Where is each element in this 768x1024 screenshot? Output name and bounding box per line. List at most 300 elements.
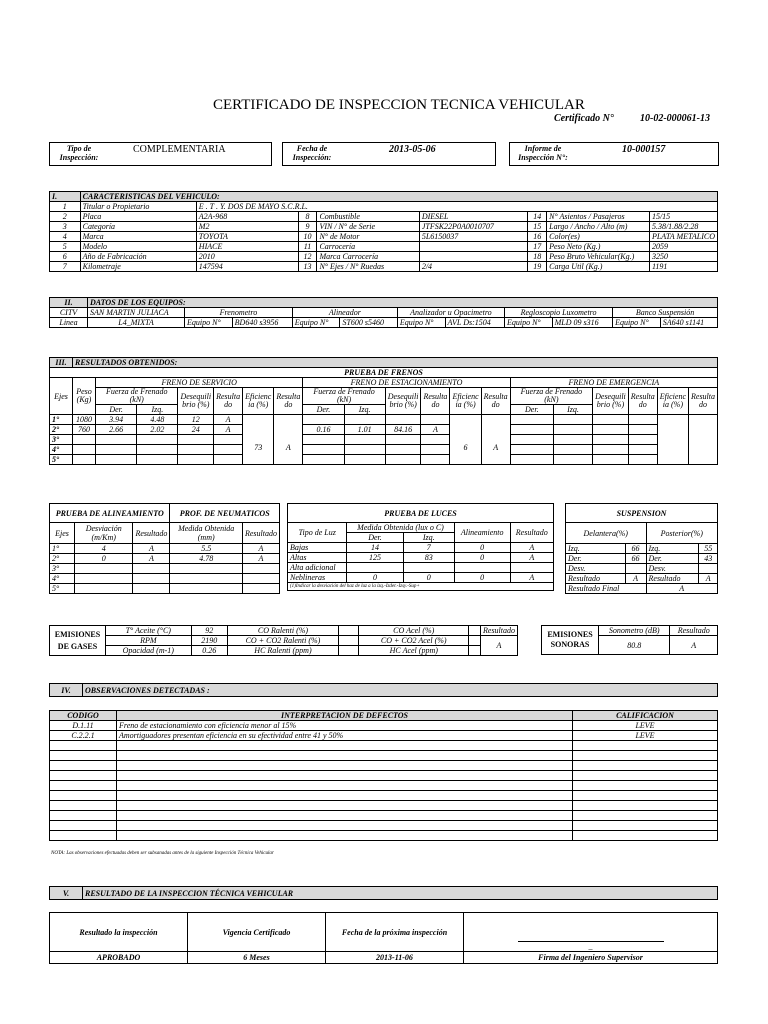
empty-cell bbox=[628, 415, 657, 425]
emissions-row bbox=[50, 636, 518, 646]
row-number: 4 bbox=[50, 232, 81, 242]
emission-value: 92 bbox=[191, 626, 227, 636]
empty-cell bbox=[553, 435, 592, 445]
desequilibrio-value bbox=[178, 435, 214, 445]
empty-cell bbox=[628, 435, 657, 445]
fuerza-header: Fuerza de Frenado (kN) bbox=[96, 388, 178, 405]
resultado-value bbox=[133, 564, 170, 574]
alignment-row bbox=[50, 564, 280, 574]
der-value: 125 bbox=[347, 553, 403, 563]
equipment-value: AVL Ds:1504 bbox=[445, 318, 504, 328]
izq-value bbox=[344, 455, 385, 465]
suspension-value: A bbox=[625, 574, 646, 584]
field-label: Largo / Ancho / Alto (m) bbox=[547, 222, 650, 232]
ejes-header: Ejes bbox=[50, 378, 73, 415]
defect-description bbox=[117, 771, 573, 781]
servicio-eficiencia: 73 bbox=[243, 415, 274, 465]
der-value bbox=[96, 445, 137, 455]
resultado-value: A bbox=[421, 425, 450, 435]
peso-value bbox=[73, 445, 96, 455]
fecha-inspeccion-label: Fecha de Inspección: bbox=[292, 144, 332, 162]
defect-row bbox=[50, 721, 718, 731]
suspension-label: Izq. bbox=[646, 544, 699, 554]
defect-rating bbox=[573, 781, 718, 791]
eje-label: 4° bbox=[50, 445, 73, 455]
field-label: VIN / N° de Serie bbox=[317, 222, 419, 232]
suspension-row bbox=[566, 544, 718, 554]
empty-cell bbox=[553, 425, 592, 435]
equipment-name: Frenometro bbox=[185, 308, 293, 318]
eje-label: 4° bbox=[50, 574, 75, 584]
estacionamiento-resultado: A bbox=[481, 415, 510, 465]
emisiones-resultado: A bbox=[481, 636, 518, 656]
medida-value bbox=[170, 584, 243, 594]
resultado-label: Resultado la inspección bbox=[50, 913, 188, 952]
vehicle-row bbox=[50, 212, 718, 222]
equipo-label: Equipo N° bbox=[292, 318, 340, 328]
field-label: Modelo bbox=[80, 242, 196, 252]
resultado-header: Resultado bbox=[481, 626, 518, 636]
izq-value bbox=[137, 435, 178, 445]
informe-inspeccion-box bbox=[509, 142, 719, 166]
empty-cell bbox=[628, 425, 657, 435]
empty-cell bbox=[593, 455, 629, 465]
field-value: 147594 bbox=[196, 262, 298, 272]
suspension-table bbox=[565, 503, 718, 594]
medida-header: Medida Obtenida (lux o C) bbox=[347, 523, 454, 533]
alignment-row bbox=[50, 584, 280, 594]
field-label: Carga Util (Kg.) bbox=[547, 262, 650, 272]
firma-mark: _ bbox=[588, 942, 593, 951]
field-label: Categoría bbox=[80, 222, 196, 232]
fuerza-header: Fuerza de Frenado (kN) bbox=[303, 388, 385, 405]
resultado-header: Resultado bbox=[510, 523, 553, 543]
row-number: 19 bbox=[528, 262, 547, 272]
resultado-header: Resulta do bbox=[421, 388, 450, 415]
fecha-inspeccion-value: 2013-05-06 bbox=[389, 144, 436, 155]
observations-note: NOTA: Las observaciones efectuadas deben ser subsanadas antes de la siguiente Inspección Técnica Vehicular bbox=[51, 851, 274, 856]
medida-value: 5.5 bbox=[170, 544, 243, 554]
medida-value bbox=[170, 564, 243, 574]
empty-cell bbox=[657, 415, 688, 465]
empty-cell bbox=[510, 445, 553, 455]
field-value: DIESEL bbox=[419, 212, 527, 222]
resultado-header: Resulta do bbox=[689, 388, 718, 415]
desviacion-value bbox=[75, 584, 133, 594]
field-value bbox=[419, 242, 527, 252]
peso-value: 1080 bbox=[73, 415, 96, 425]
sonoras-label: EMISIONES SONORAS bbox=[542, 626, 599, 655]
empty-cell bbox=[510, 415, 553, 425]
resultado-value: A bbox=[510, 553, 553, 563]
field-label: Marca bbox=[80, 232, 196, 242]
resultado-value bbox=[421, 435, 450, 445]
field-label: Combustible bbox=[317, 212, 419, 222]
desequilibrio-value bbox=[178, 445, 214, 455]
freno-emergencia-header: FRENO DE EMERGENCIA bbox=[510, 378, 717, 388]
resultado-value bbox=[242, 564, 279, 574]
vehicle-row bbox=[50, 262, 718, 272]
empty-cell bbox=[510, 425, 553, 435]
prueba-frenos-title: PRUEBA DE FRENOS bbox=[50, 368, 718, 378]
informe-inspeccion-label: Informe de Inspección N°: bbox=[518, 144, 568, 162]
tipo-luz-header: Tipo de Luz bbox=[288, 523, 347, 543]
defect-description bbox=[117, 801, 573, 811]
row-number: 15 bbox=[528, 222, 547, 232]
resultado-value bbox=[133, 584, 170, 594]
suspension-label: Izq. bbox=[566, 544, 626, 554]
tipo-inspeccion-value: COMPLEMENTARIA bbox=[133, 144, 226, 155]
suspension-row bbox=[566, 564, 718, 574]
equipment-table bbox=[49, 297, 718, 328]
resultado-value bbox=[214, 445, 243, 455]
emission-label: CO Acel (%) bbox=[359, 626, 469, 636]
alignment-row bbox=[50, 554, 280, 564]
luces-title: PRUEBA DE LUCES bbox=[288, 504, 554, 523]
eje-label: 5° bbox=[50, 584, 75, 594]
field-value bbox=[419, 252, 527, 262]
emission-label: Opacidad (m-1) bbox=[105, 646, 191, 656]
resultado-value: A bbox=[214, 415, 243, 425]
suspension-value bbox=[625, 564, 646, 574]
emission-label: RPM bbox=[105, 636, 191, 646]
field-label: Peso Bruto Vehicular(Kg.) bbox=[547, 252, 650, 262]
empty-cell bbox=[510, 435, 553, 445]
field-value: 1191 bbox=[649, 262, 717, 272]
izq-header: Izq. bbox=[553, 405, 592, 415]
suspension-value: 66 bbox=[625, 544, 646, 554]
empty-cell bbox=[628, 445, 657, 455]
firma-line-cell bbox=[464, 913, 718, 952]
section-title: RESULTADOS OBTENIDOS: bbox=[73, 358, 718, 368]
row-number: 6 bbox=[50, 252, 81, 262]
resultado-header: Resulta do bbox=[481, 388, 510, 415]
tipo-luz: Altas bbox=[288, 553, 347, 563]
der-value bbox=[303, 445, 344, 455]
section-title: CARACTERISTICAS DEL VEHICULO: bbox=[80, 192, 717, 202]
alineamiento-header: Alineamiento bbox=[454, 523, 510, 543]
desviacion-value bbox=[75, 564, 133, 574]
defect-row bbox=[50, 821, 718, 831]
desequilibrio-header: Desequili brio (%) bbox=[593, 388, 629, 415]
row-number: 11 bbox=[298, 242, 317, 252]
desviacion-header: Desviación (m/Km) bbox=[75, 523, 133, 544]
empty-cell bbox=[593, 415, 629, 425]
emisiones-gases-label: EMISIONES DE GASES bbox=[50, 626, 106, 656]
codigo-header: CODIGO bbox=[50, 711, 117, 721]
luces-note: (1)Indicar la desviación del haz de luz a la izq.-Izder.-Izsy.-Sup+ bbox=[288, 583, 554, 591]
interpretacion-header: INTERPRETACION DE DEFECTOS bbox=[117, 711, 573, 721]
resultado-value bbox=[214, 455, 243, 465]
der-value bbox=[303, 415, 344, 425]
der-header: Der. bbox=[347, 533, 403, 543]
equipment-name: Alineador bbox=[292, 308, 397, 318]
field-label: Titular o Propietario bbox=[80, 202, 196, 212]
resultado-value: A bbox=[133, 554, 170, 564]
defect-row bbox=[50, 791, 718, 801]
servicio-resultado: A bbox=[274, 415, 303, 465]
ejes-header: Ejes bbox=[50, 523, 75, 544]
alignment-row bbox=[50, 574, 280, 584]
field-label: Color(es) bbox=[547, 232, 650, 242]
suspension-value bbox=[699, 564, 718, 574]
equipment-name: Banco Suspensión bbox=[613, 308, 718, 318]
defect-description bbox=[117, 741, 573, 751]
brake-row bbox=[50, 415, 718, 425]
resultado-value bbox=[421, 415, 450, 425]
izq-value: 4.48 bbox=[137, 415, 178, 425]
emissions-row bbox=[50, 626, 518, 636]
row-number: 3 bbox=[50, 222, 81, 232]
field-label: Marca Carrocería bbox=[317, 252, 419, 262]
peso-header: Peso (Kg) bbox=[73, 378, 96, 415]
row-number: 18 bbox=[528, 252, 547, 262]
lights-row bbox=[288, 563, 554, 573]
tipo-luz: Alta adicional bbox=[288, 563, 347, 573]
suspension-label: Desv. bbox=[566, 564, 626, 574]
defect-rating bbox=[573, 751, 718, 761]
resultado-value bbox=[133, 574, 170, 584]
equipo-label: Equipo N° bbox=[185, 318, 233, 328]
peso-value: 760 bbox=[73, 425, 96, 435]
defect-code bbox=[50, 761, 117, 771]
resultado-header: Resulta do bbox=[274, 388, 303, 415]
sonometro-header: Sonometro (dB) bbox=[599, 626, 670, 636]
izq-header: Izq. bbox=[403, 533, 454, 543]
resultado-value bbox=[242, 574, 279, 584]
izq-value: 1.01 bbox=[344, 425, 385, 435]
empty-cell bbox=[553, 415, 592, 425]
alineamiento-value: 0 bbox=[454, 543, 510, 553]
izq-value bbox=[344, 435, 385, 445]
suspension-row bbox=[566, 554, 718, 564]
field-label: Año de Fabricación bbox=[80, 252, 196, 262]
resultado-value: A bbox=[242, 544, 279, 554]
der-value: 3.94 bbox=[96, 415, 137, 425]
suspension-label: Der. bbox=[646, 554, 699, 564]
field-value: A2A-968 bbox=[196, 212, 298, 222]
defect-code bbox=[50, 831, 117, 841]
emission-label: T° Aceite (°C) bbox=[105, 626, 191, 636]
defect-code bbox=[50, 821, 117, 831]
emission-value bbox=[339, 636, 359, 646]
defects-table bbox=[49, 710, 718, 841]
empty-cell bbox=[593, 425, 629, 435]
defect-rating bbox=[573, 791, 718, 801]
row-number: 8 bbox=[298, 212, 317, 222]
suspension-value: A bbox=[699, 574, 718, 584]
row-number: 17 bbox=[528, 242, 547, 252]
emission-value bbox=[469, 636, 481, 646]
suspension-label: Resultado bbox=[566, 574, 626, 584]
defect-row bbox=[50, 761, 718, 771]
row-number: 12 bbox=[298, 252, 317, 262]
eficiencia-header: Eficienc ia (%) bbox=[243, 388, 274, 415]
field-value: M2 bbox=[196, 222, 298, 232]
alineamiento-value: 0 bbox=[454, 573, 510, 583]
row-number: 14 bbox=[528, 212, 547, 222]
brake-row bbox=[50, 455, 718, 465]
posterior-header: Posterior(%) bbox=[646, 523, 718, 544]
resultado-value bbox=[214, 435, 243, 445]
empty-cell bbox=[689, 415, 718, 465]
desequilibrio-value bbox=[385, 415, 421, 425]
emission-label: HC Acel (ppm) bbox=[359, 646, 469, 656]
suspension-value: 66 bbox=[625, 554, 646, 564]
defect-description: Freno de estacionamiento con eficiencia menor al 15% bbox=[117, 721, 573, 731]
izq-value bbox=[344, 415, 385, 425]
resultado-value: A bbox=[510, 573, 553, 583]
der-value bbox=[96, 455, 137, 465]
suspension-title: SUSPENSION bbox=[566, 504, 718, 523]
brake-row bbox=[50, 445, 718, 455]
resultado-value bbox=[510, 563, 553, 573]
desequilibrio-header: Desequili brio (%) bbox=[385, 388, 421, 415]
defect-rating bbox=[573, 761, 718, 771]
estacionamiento-eficiencia: 6 bbox=[450, 415, 481, 465]
field-value: PLATA METALICO bbox=[649, 232, 717, 242]
defect-code bbox=[50, 801, 117, 811]
equipment-value: MLD 09 s316 bbox=[552, 318, 612, 328]
field-value: 3250 bbox=[649, 252, 717, 262]
defect-code bbox=[50, 741, 117, 751]
defect-row bbox=[50, 741, 718, 751]
resultado-value: A bbox=[214, 425, 243, 435]
emission-value bbox=[469, 646, 481, 656]
vehicle-row bbox=[50, 222, 718, 232]
field-label: N° Asientos / Pasajeros bbox=[547, 212, 650, 222]
equipo-label: Equipo N° bbox=[397, 318, 445, 328]
izq-value: 83 bbox=[403, 553, 454, 563]
row-number: 5 bbox=[50, 242, 81, 252]
equipment-value: ST600 s5460 bbox=[340, 318, 397, 328]
defect-row bbox=[50, 811, 718, 821]
page-title: CERTIFICADO DE INSPECCION TECNICA VEHICULAR bbox=[213, 97, 585, 113]
defect-rating bbox=[573, 741, 718, 751]
brake-row bbox=[50, 435, 718, 445]
eje-label: 2° bbox=[50, 554, 75, 564]
field-value: 15/15 bbox=[649, 212, 717, 222]
defect-rating bbox=[573, 801, 718, 811]
resultado-value: A bbox=[510, 543, 553, 553]
suspension-label: Der. bbox=[566, 554, 626, 564]
fecha-inspeccion-box bbox=[282, 142, 496, 166]
defect-description bbox=[117, 811, 573, 821]
emission-label: CO Ralenti (%) bbox=[227, 626, 338, 636]
eficiencia-header: Eficienc ia (%) bbox=[450, 388, 481, 415]
freno-estacionamiento-header: FRENO DE ESTACIONAMIENTO bbox=[303, 378, 510, 388]
defect-code bbox=[50, 751, 117, 761]
tipo-luz: Bajas bbox=[288, 543, 347, 553]
eje-label: 2° bbox=[50, 425, 73, 435]
linea-value: L4_MIXTA bbox=[88, 318, 185, 328]
emission-label: HC Ralenti (ppm) bbox=[227, 646, 338, 656]
alineamiento-value: 0 bbox=[454, 553, 510, 563]
medida-header: Medida Obtenida (mm) bbox=[170, 523, 243, 544]
empty-cell bbox=[553, 445, 592, 455]
row-number: 13 bbox=[298, 262, 317, 272]
eje-label: 1° bbox=[50, 544, 75, 554]
empty-cell bbox=[593, 445, 629, 455]
section-number: V. bbox=[50, 887, 83, 900]
suspension-value: 43 bbox=[699, 554, 718, 564]
defect-row bbox=[50, 731, 718, 741]
certificate-number: 10-02-000061-13 bbox=[640, 113, 710, 124]
desviacion-value: 0 bbox=[75, 554, 133, 564]
resultado-value: A bbox=[242, 554, 279, 564]
field-value: 5.38/1.88/2.28 bbox=[649, 222, 717, 232]
field-label: Kilometraje bbox=[80, 262, 196, 272]
resultado-final-value: A bbox=[646, 584, 718, 594]
defect-row bbox=[50, 781, 718, 791]
equipment-name: Regloscopio Luxometro bbox=[504, 308, 612, 318]
eje-label: 1° bbox=[50, 415, 73, 425]
lights-row bbox=[288, 543, 554, 553]
eje-label: 3° bbox=[50, 435, 73, 445]
defect-code bbox=[50, 791, 117, 801]
izq-value: 7 bbox=[403, 543, 454, 553]
defect-rating bbox=[573, 831, 718, 841]
equipo-label: Equipo N° bbox=[613, 318, 661, 328]
suspension-row bbox=[566, 574, 718, 584]
medida-value: 4.78 bbox=[170, 554, 243, 564]
emission-value bbox=[339, 646, 359, 656]
field-label: Peso Neto (Kg.) bbox=[547, 242, 650, 252]
section-number: III. bbox=[50, 358, 73, 368]
field-label: Placa bbox=[80, 212, 196, 222]
desequilibrio-value bbox=[385, 435, 421, 445]
empty-cell bbox=[628, 455, 657, 465]
der-header: Der. bbox=[303, 405, 344, 415]
empty-cell bbox=[553, 455, 592, 465]
suspension-label: Desv. bbox=[646, 564, 699, 574]
equipment-name: Analizador u Opacimetro bbox=[397, 308, 504, 318]
final-result-table bbox=[49, 912, 718, 964]
desequilibrio-value: 84.16 bbox=[385, 425, 421, 435]
lights-row bbox=[288, 553, 554, 563]
defect-rating bbox=[573, 771, 718, 781]
vehicle-characteristics-table bbox=[49, 191, 718, 272]
field-value: HIACE bbox=[196, 242, 298, 252]
lights-row bbox=[288, 573, 554, 583]
field-label: N° de Motor bbox=[317, 232, 419, 242]
fuerza-header: Fuerza de Frenado (kN) bbox=[510, 388, 592, 405]
defect-description bbox=[117, 821, 573, 831]
final-result-header bbox=[49, 886, 718, 900]
citv-label: CITV bbox=[50, 308, 88, 318]
freno-servicio-header: FRENO DE SERVICIO bbox=[96, 378, 303, 388]
defect-code: D.1.11 bbox=[50, 721, 117, 731]
peso-value bbox=[73, 455, 96, 465]
emission-label: CO + CO2 Ralenti (%) bbox=[227, 636, 338, 646]
desequilibrio-value bbox=[385, 445, 421, 455]
resultado-value: APROBADO bbox=[50, 952, 188, 964]
defect-description bbox=[117, 831, 573, 841]
field-label: N° Ejes / N° Ruedas bbox=[317, 262, 419, 272]
eje-label: 5° bbox=[50, 455, 73, 465]
field-label: Carrocería bbox=[317, 242, 419, 252]
der-value: 2.66 bbox=[96, 425, 137, 435]
vehicle-row bbox=[50, 242, 718, 252]
field-value: 2010 bbox=[196, 252, 298, 262]
izq-value: 0 bbox=[403, 573, 454, 583]
der-value bbox=[96, 435, 137, 445]
neumaticos-title: PROF. DE NEUMATICOS bbox=[170, 504, 280, 523]
emission-value: 2190 bbox=[191, 636, 227, 646]
empty-cell bbox=[510, 455, 553, 465]
medida-value bbox=[170, 574, 243, 584]
defect-row bbox=[50, 831, 718, 841]
